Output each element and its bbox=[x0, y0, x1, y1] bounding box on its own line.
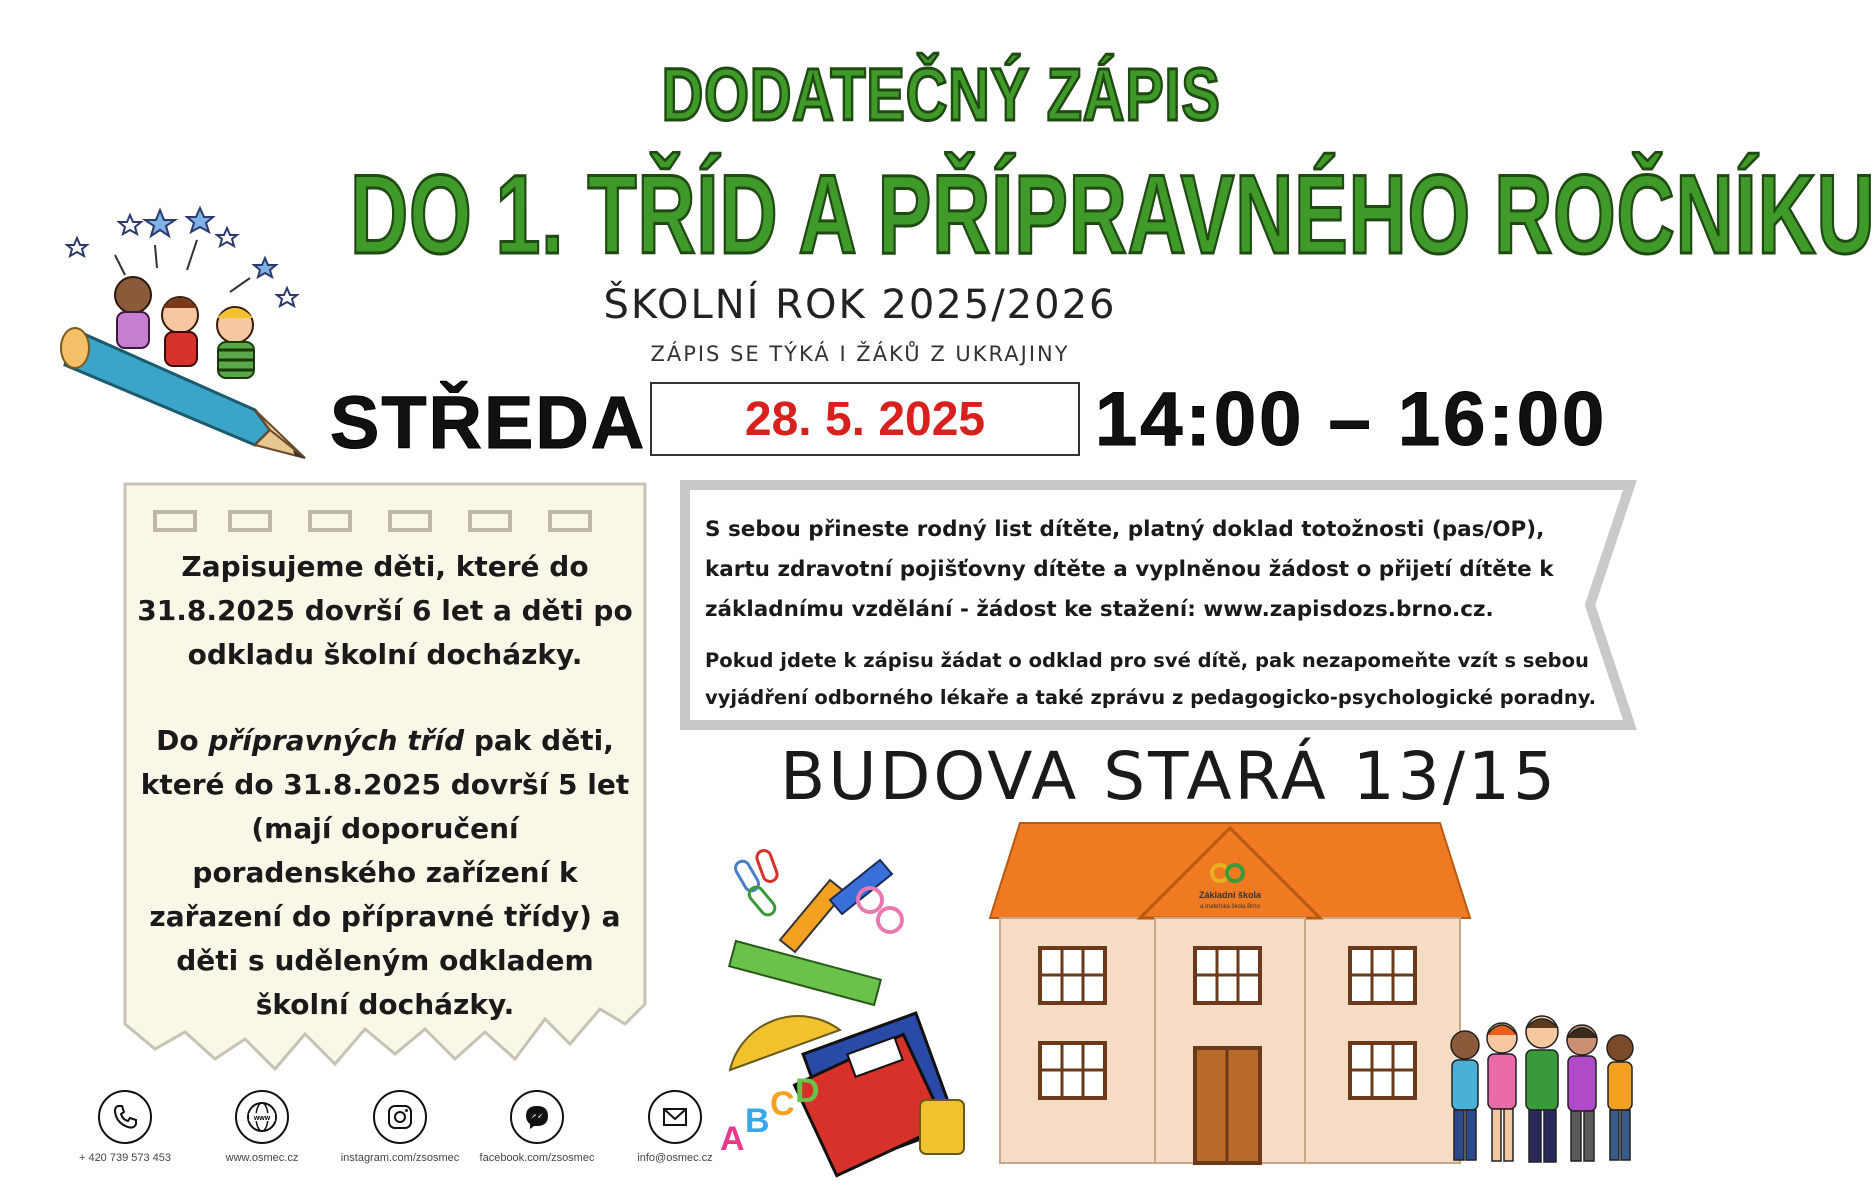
required-documents: S sebou přineste rodný list dítěte, platný doklad totožnosti (pas/OP), kartu zdravotní pojišťovny dítěte a vyplněnou žádost o přijetí dítěte k základnímu vzdělání - žádost ke stažení: www.zapisdozs.brno.cz. bbox=[705, 517, 1554, 622]
title-line-2: DO 1. TŘÍD A PŘÍPRAVNÉHO ROČNÍKU bbox=[350, 152, 1875, 277]
letter-d: D bbox=[795, 1072, 820, 1110]
school-year: ŠKOLNÍ ROK 2025/2026 bbox=[603, 282, 1117, 328]
instagram-icon bbox=[373, 1090, 427, 1144]
event-day: STŘEDA bbox=[330, 381, 647, 464]
school-building-illustration bbox=[970, 818, 1490, 1163]
children-group-illustration bbox=[1440, 1010, 1640, 1165]
school-sign-line1: Základní škola bbox=[1198, 890, 1262, 900]
contact-instagram[interactable] bbox=[330, 1090, 470, 1164]
letter-b: B bbox=[745, 1102, 770, 1140]
contact-phone-label: + 420 739 573 453 bbox=[78, 1152, 172, 1164]
mail-icon bbox=[648, 1090, 702, 1144]
www-icon bbox=[235, 1090, 289, 1144]
title-line-1: DODATEČNÝ ZÁPIS bbox=[661, 53, 1221, 136]
banner-text bbox=[705, 510, 1605, 716]
ukraine-note: ZÁPIS SE TÝKÁ I ŽÁKŮ Z UKRAJINY bbox=[650, 342, 1070, 366]
letter-c: C bbox=[770, 1085, 795, 1123]
contact-website-label: www.osmec.cz bbox=[225, 1152, 299, 1164]
contact-phone[interactable] bbox=[55, 1090, 195, 1164]
preparatory-classes-emphasis: přípravných tříd bbox=[208, 724, 465, 757]
event-date: 28. 5. 2025 bbox=[650, 382, 1080, 456]
school-sign-line2: a mateřská škola Brno bbox=[1200, 904, 1260, 910]
contact-email[interactable] bbox=[605, 1090, 745, 1164]
contact-email-label: info@osmec.cz bbox=[637, 1152, 713, 1164]
kids-on-pencil-illustration bbox=[55, 200, 315, 470]
svg-text:www: www bbox=[253, 1115, 271, 1122]
building-address: BUDOVA STARÁ 13/15 bbox=[780, 738, 1559, 815]
deferral-documents: Pokud jdete k zápisu žádat o odklad pro své dítě, pak nezapomeňte vzít s sebou vyjádření odborného lékaře a také zprávu z pedagogicko-psychologické poradny. bbox=[705, 649, 1597, 709]
enrollment-criteria bbox=[135, 545, 635, 1069]
contact-instagram-label: instagram.com/zsosmec bbox=[340, 1152, 460, 1164]
contact-website[interactable] bbox=[192, 1090, 332, 1164]
criteria-preparatory: Do přípravných tříd pak děti, které do 31.8.2025 dovrší 5 let (mají doporučení poradenského zařízení k zařazení do přípravné třídy) a děti s uděleným odkladem školní docházky. bbox=[140, 724, 630, 1021]
criteria-age-6: Zapisujeme děti, které do 31.8.2025 dovrší 6 let a děti po odkladu školní docházky. bbox=[137, 550, 633, 671]
letter-a: A bbox=[720, 1120, 745, 1158]
event-time: 14:00 – 16:00 bbox=[1095, 377, 1608, 462]
contact-facebook-label: facebook.com/zsosmec bbox=[479, 1152, 595, 1164]
contact-facebook[interactable] bbox=[467, 1090, 607, 1164]
messenger-icon bbox=[510, 1090, 564, 1144]
phone-icon bbox=[98, 1090, 152, 1144]
